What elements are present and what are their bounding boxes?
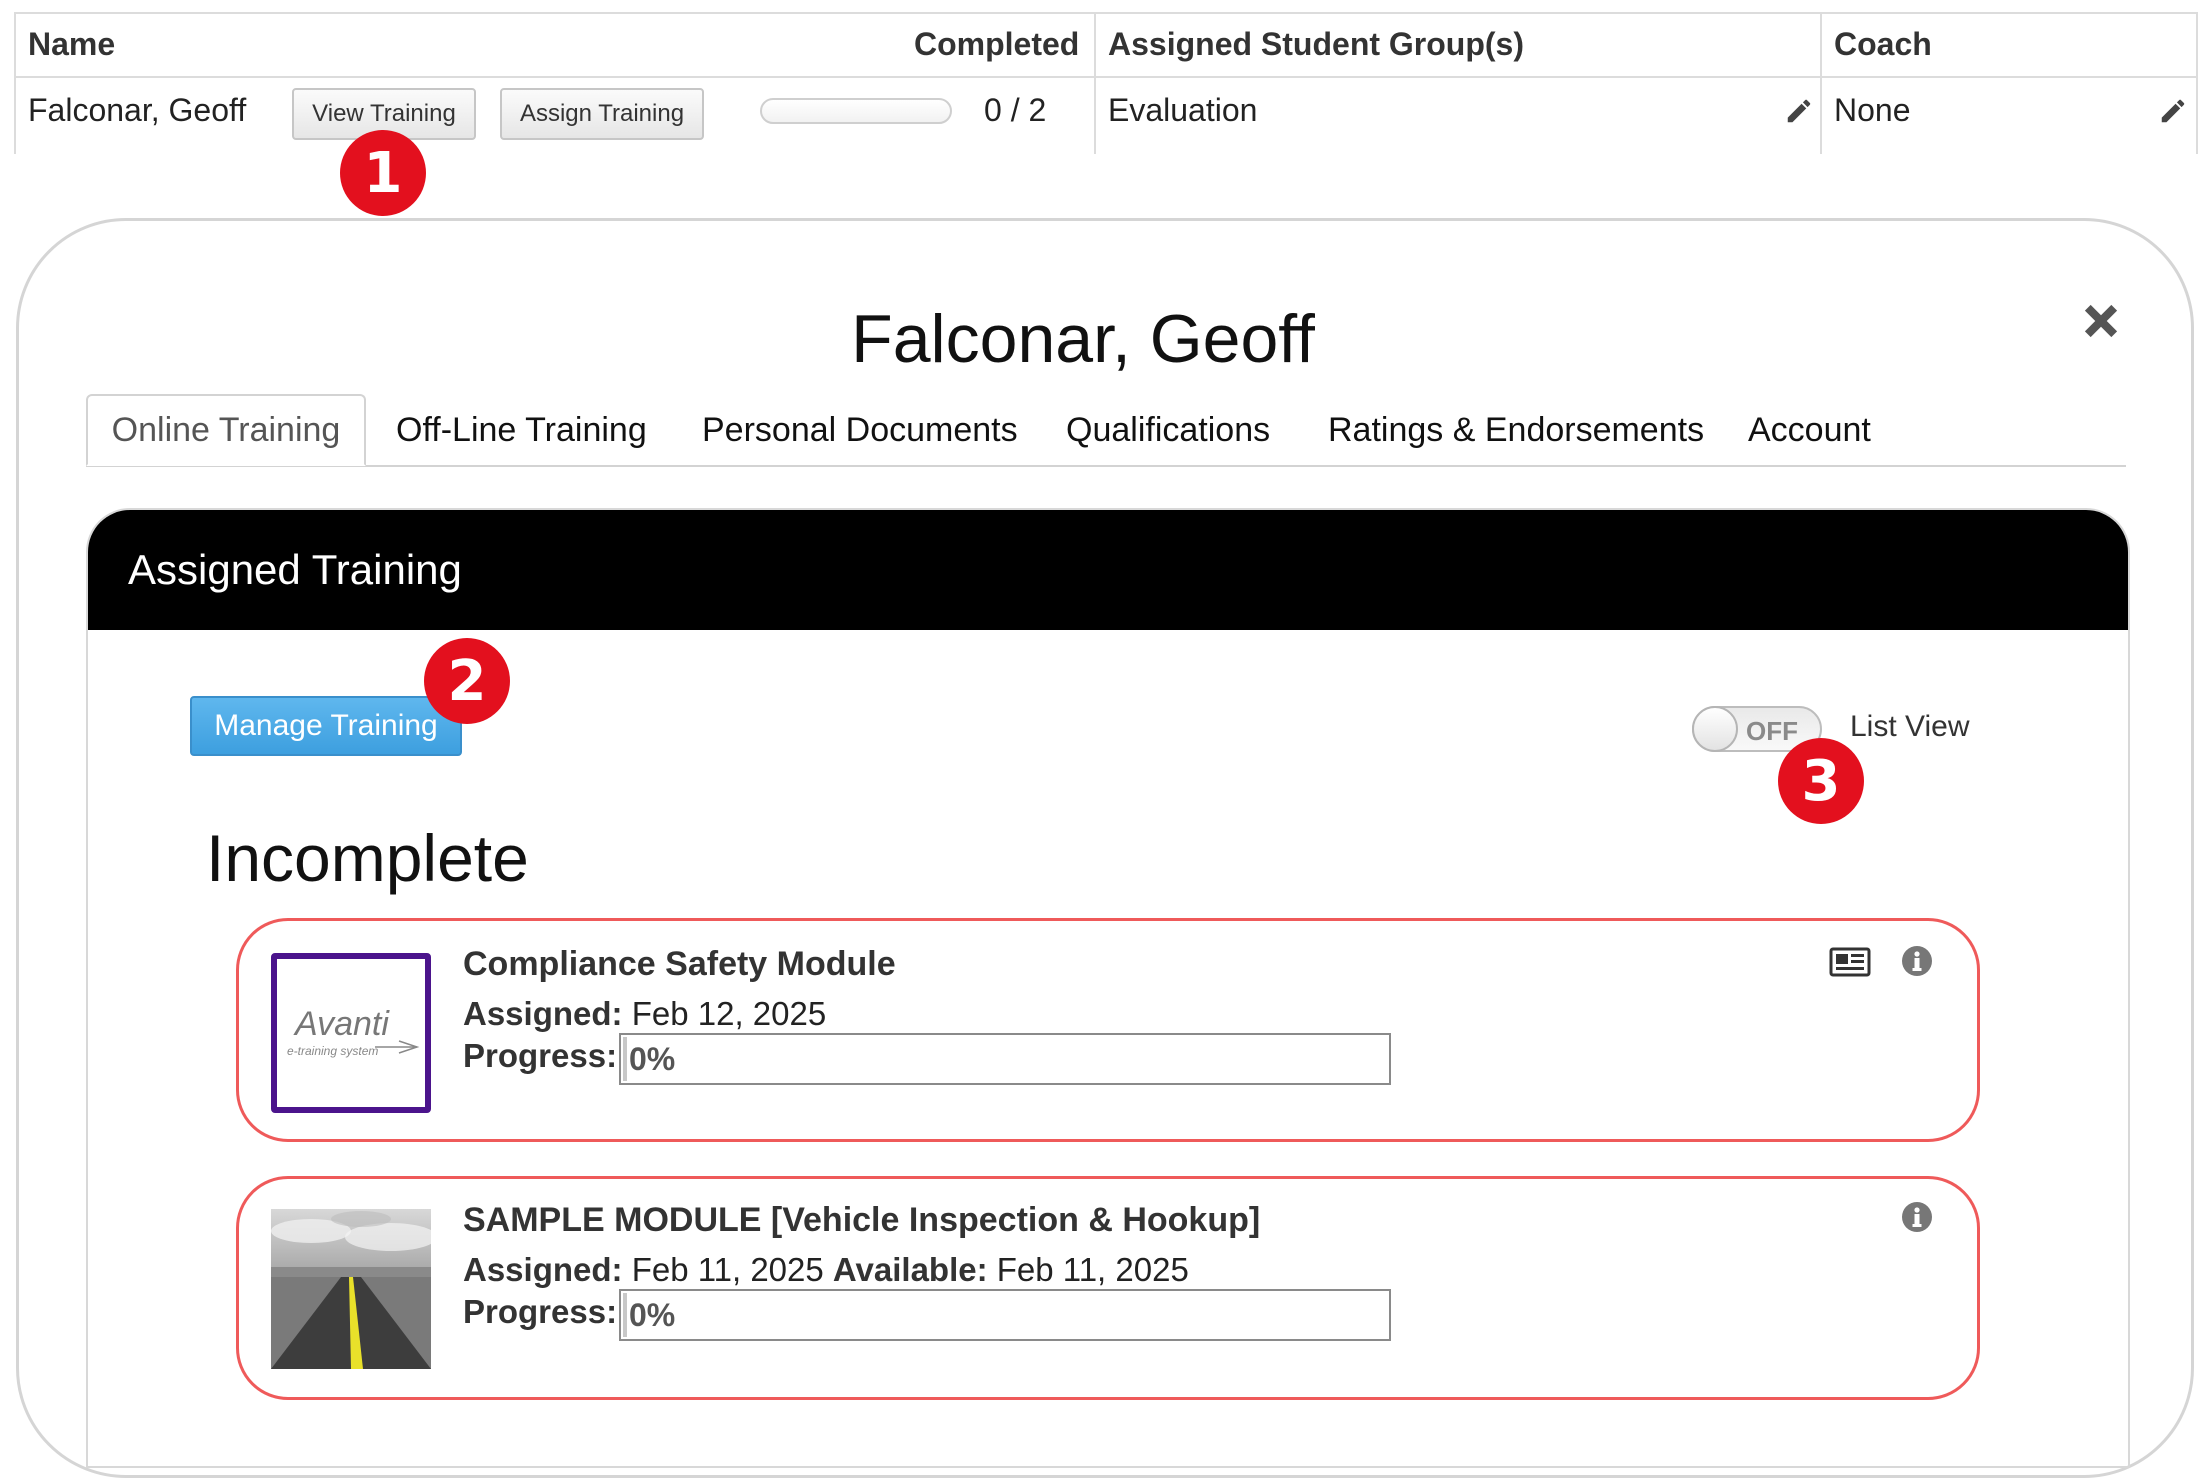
progress-bar	[619, 1033, 1391, 1085]
completed-progress-bar	[760, 98, 952, 124]
modal-title: Falconar, Geoff	[851, 301, 1315, 377]
assigned-date: Feb 12, 2025	[631, 995, 827, 1032]
table-header-border	[14, 76, 2198, 78]
tab-ratings-endorsements[interactable]: Ratings & Endorsements	[1328, 410, 1705, 449]
newspaper-icon[interactable]	[1829, 947, 1871, 977]
progress-row	[463, 1037, 617, 1075]
column-header-groups[interactable]: Assigned Student Group(s)	[1108, 26, 1524, 62]
assigned-row	[463, 995, 826, 1033]
column-header-name[interactable]: Name	[28, 26, 116, 62]
column-header-coach[interactable]: Coach	[1834, 26, 1932, 62]
training-title[interactable]: SAMPLE MODULE [Vehicle Inspection & Hookup]	[463, 1201, 1261, 1239]
step-marker-1: 1	[340, 130, 426, 216]
info-icon[interactable]	[1901, 945, 1933, 977]
training-card[interactable]	[236, 1176, 1980, 1400]
student-group: Evaluation	[1108, 92, 1258, 128]
assigned-label: Assigned:	[463, 1251, 623, 1288]
close-icon[interactable]	[2078, 298, 2124, 344]
avanti-logo-image	[277, 959, 425, 1107]
available-label: Available:	[832, 1251, 988, 1288]
tab-off-line-training[interactable]: Off-Line Training	[396, 410, 647, 449]
available-date: Feb 11, 2025	[996, 1251, 1189, 1288]
tab-account[interactable]: Account	[1748, 410, 1871, 449]
manage-training-button[interactable]: Manage Training	[190, 696, 462, 756]
progress-value: 0%	[629, 1041, 676, 1077]
view-training-button[interactable]: View Training	[292, 88, 476, 140]
table-top-border	[14, 12, 2198, 14]
assign-training-button[interactable]: Assign Training	[500, 88, 704, 140]
info-icon[interactable]	[1901, 1201, 1933, 1233]
training-card[interactable]	[236, 918, 1980, 1142]
progress-fill	[623, 1037, 627, 1081]
progress-label: Progress:	[463, 1037, 618, 1074]
assigned-label: Assigned:	[463, 995, 623, 1032]
edit-coach-pencil-icon[interactable]	[2158, 96, 2188, 126]
list-view-label: List View	[1850, 710, 1970, 743]
student-name: Falconar, Geoff	[28, 92, 247, 128]
tab-online-training[interactable]: Online Training	[86, 394, 366, 466]
progress-value: 0%	[629, 1297, 676, 1333]
table-right-border	[2196, 12, 2198, 154]
table-left-border	[14, 12, 16, 154]
assigned-date: Feb 11, 2025	[631, 1251, 824, 1288]
road-thumbnail	[271, 1209, 431, 1369]
assigned-row	[463, 1251, 1189, 1289]
step-marker-3: 3	[1778, 738, 1864, 824]
coach-value: None	[1834, 92, 1911, 128]
road-image	[271, 1209, 431, 1369]
table-col-divider	[1094, 12, 1096, 154]
table-col-divider	[1820, 12, 1822, 154]
completed-count: 0 / 2	[984, 92, 1047, 128]
panel-header	[88, 510, 2128, 630]
step-marker-2: 2	[424, 638, 510, 724]
progress-row	[463, 1293, 617, 1331]
progress-fill	[623, 1293, 627, 1337]
tab-qualifications[interactable]: Qualifications	[1066, 410, 1271, 449]
progress-label: Progress:	[463, 1293, 618, 1330]
toggle-knob	[1692, 706, 1738, 752]
progress-bar	[619, 1289, 1391, 1341]
training-title[interactable]: Compliance Safety Module	[463, 945, 896, 983]
column-header-completed[interactable]: Completed	[914, 26, 1080, 62]
avanti-tagline: e-training system	[287, 1044, 379, 1058]
avanti-logo-text: Avanti	[295, 1005, 389, 1043]
incomplete-heading: Incomplete	[206, 821, 529, 895]
avanti-thumbnail	[271, 953, 431, 1113]
tab-personal-documents[interactable]: Personal Documents	[702, 410, 1018, 449]
toggle-state: OFF	[1746, 716, 1798, 746]
panel-title: Assigned Training	[128, 546, 462, 593]
edit-group-pencil-icon[interactable]	[1784, 96, 1814, 126]
